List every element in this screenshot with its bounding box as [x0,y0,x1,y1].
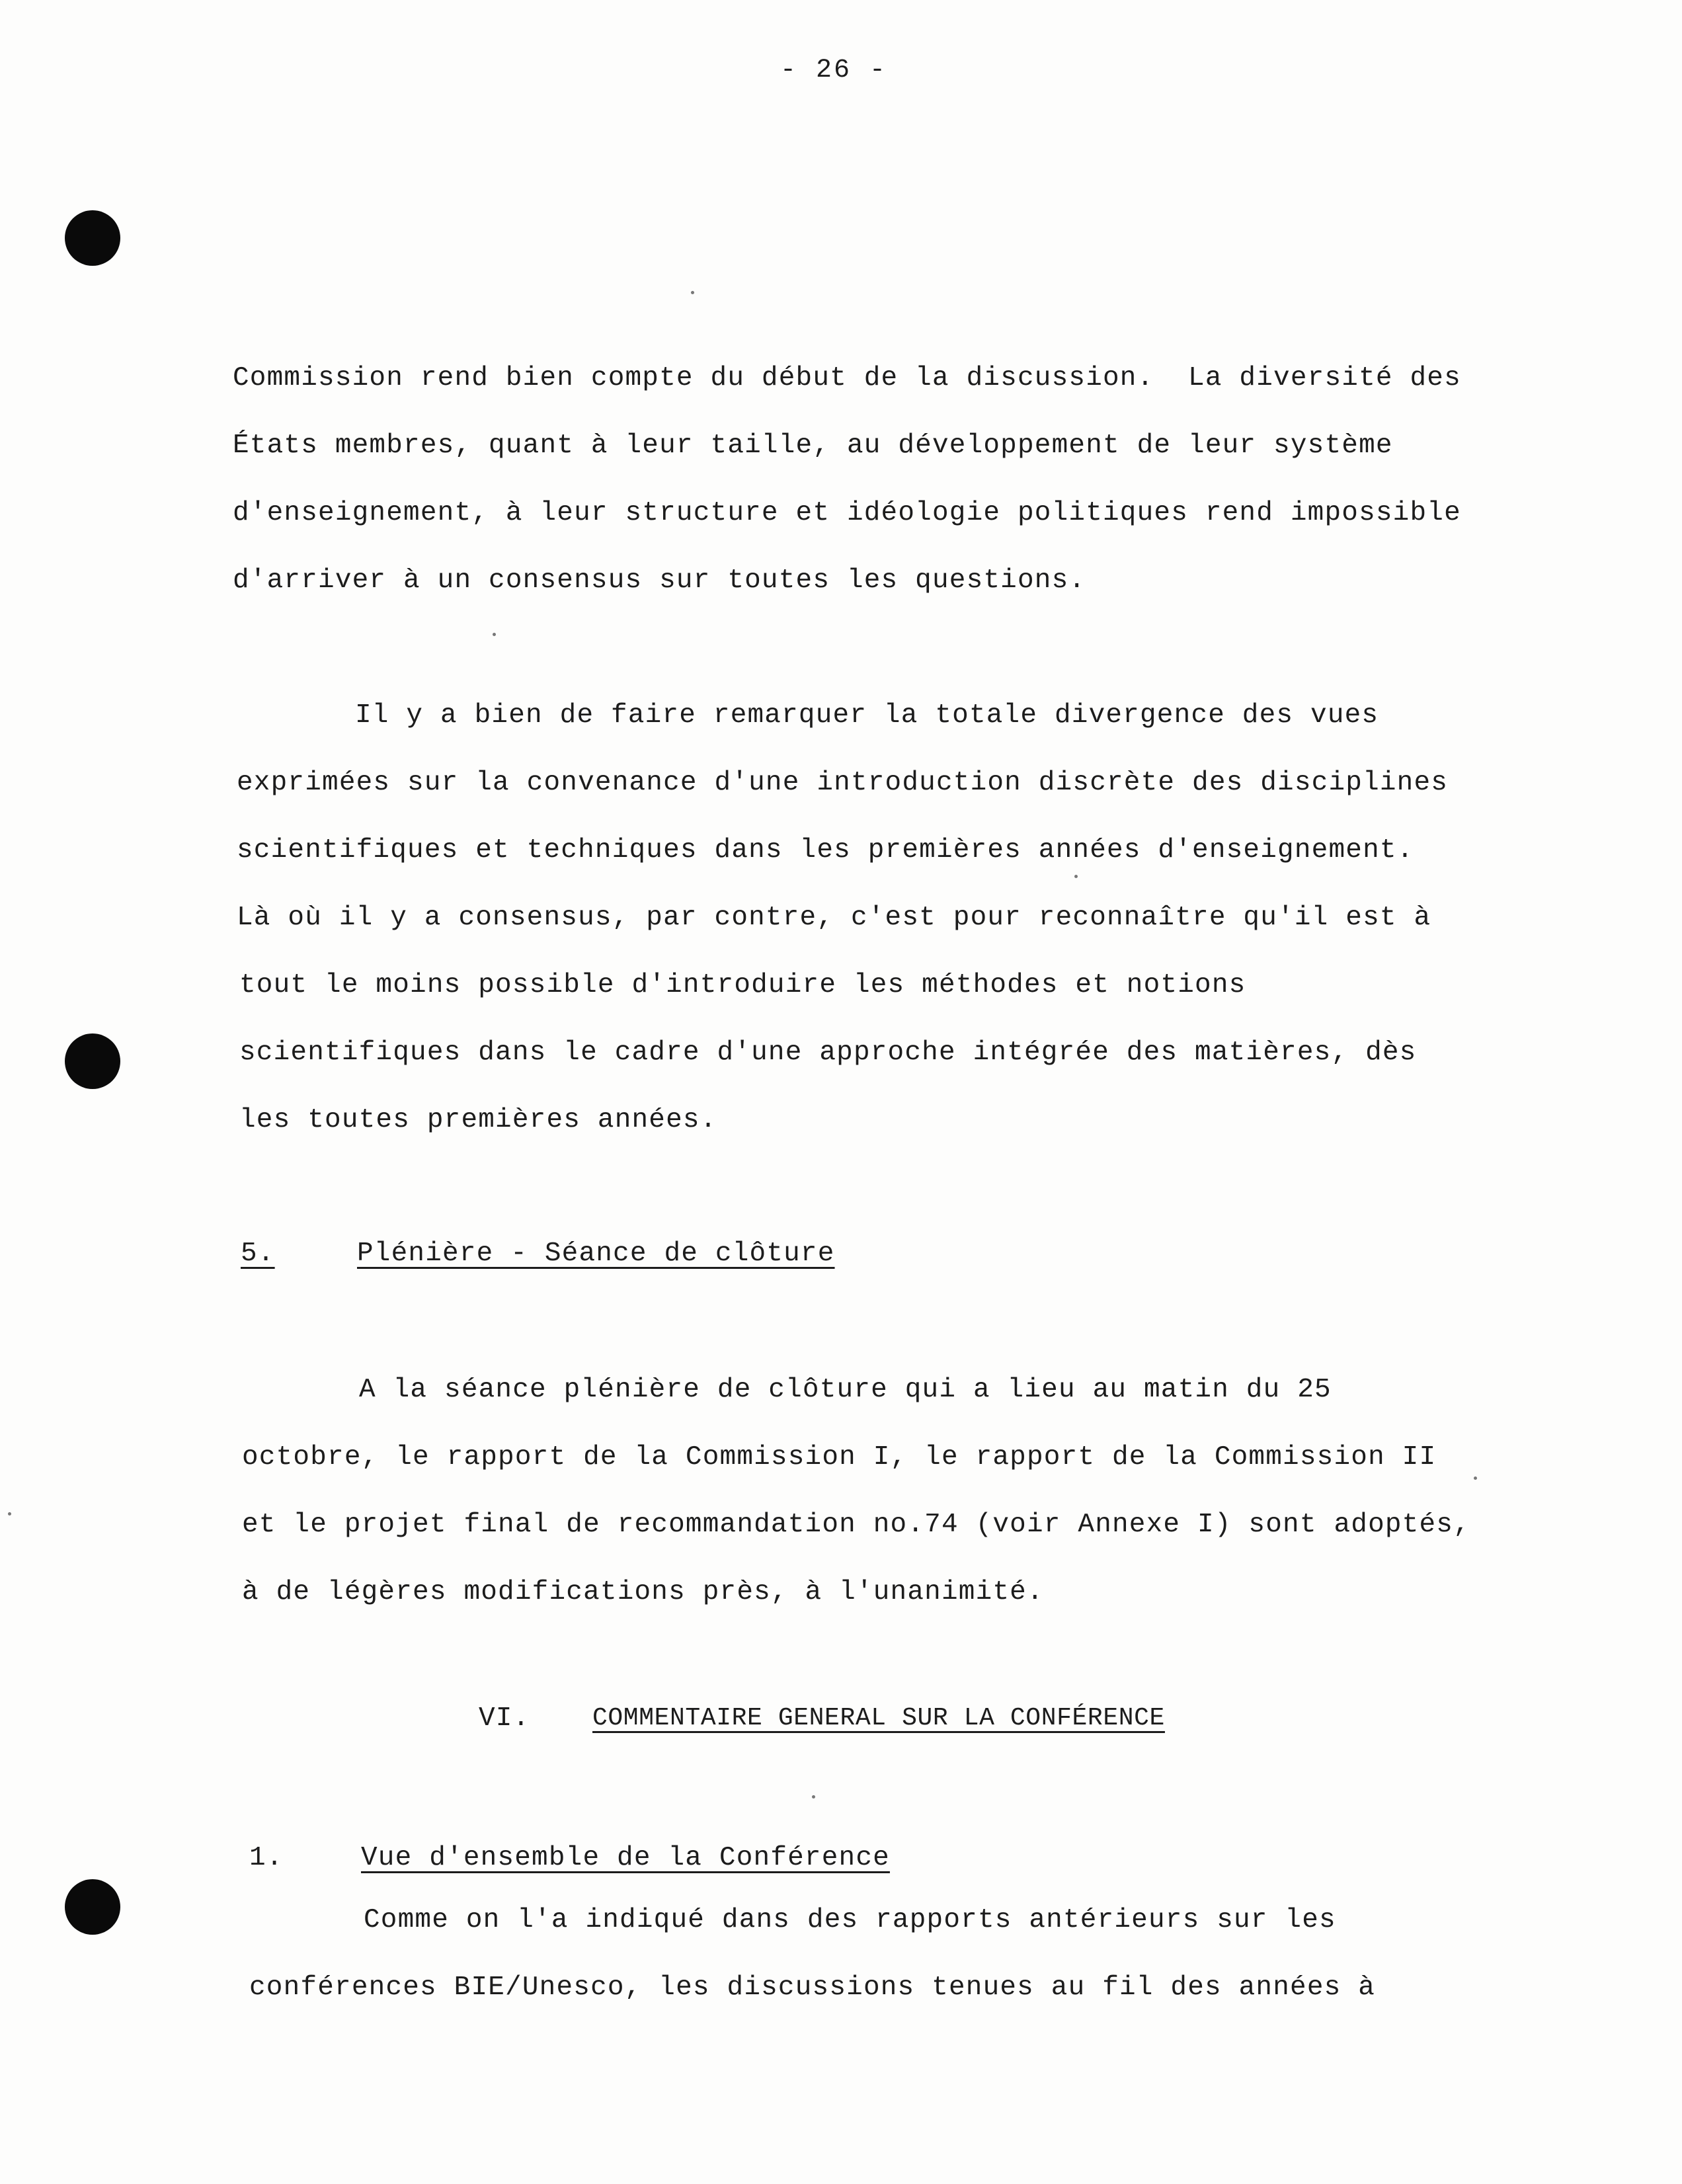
scan-speck [1074,875,1078,878]
paragraph-1-line: d'arriver à un consensus sur toutes les questions. [233,565,1086,596]
paragraph-2-line: tout le moins possible d'introduire les méthodes et notions [239,970,1246,1000]
scan-speck [493,633,496,636]
paragraph-2-line: Il y a bien de faire remarquer la totale divergence des vues [355,700,1379,731]
paragraph-2-line: exprimées sur la convenance d'une introduction discrète des disciplines [237,768,1449,798]
chapter-vi-number: VI. [479,1703,530,1734]
paragraph-4-line: Comme on l'a indiqué dans des rapports antérieurs sur les [364,1905,1336,1935]
section-1-number: 1. [249,1843,284,1873]
paragraph-3-line: A la séance plénière de clôture qui a lieu au matin du 25 [359,1375,1332,1405]
paragraph-1-line: États membres, quant à leur taille, au développement de leur système [233,430,1393,461]
paragraph-1-line: d'enseignement, à leur structure et idéologie politiques rend impossible [233,498,1461,528]
scan-speck [1474,1476,1477,1480]
page-number: - 26 - [780,56,888,85]
paragraph-2-line: Là où il y a consensus, par contre, c'est pour reconnaître qu'il est à [237,903,1431,933]
paragraph-2-line: scientifiques dans le cadre d'une approche intégrée des matières, dès [239,1037,1417,1068]
paragraph-4-line: conférences BIE/Unesco, les discussions tenues au fil des années à [249,1972,1376,2003]
paragraph-3-line: et le projet final de recommandation no.74 (voir Annexe I) sont adoptés, [242,1510,1470,1540]
punch-hole-top [65,210,120,266]
punch-hole-middle [65,1033,120,1089]
paragraph-3-line: octobre, le rapport de la Commission I, le rapport de la Commission II [242,1442,1437,1473]
paragraph-2-line: les toutes premières années. [239,1105,717,1135]
paragraph-3-line: à de légères modifications près, à l'unanimité. [242,1577,1044,1607]
section-1-title: Vue d'ensemble de la Conférence [361,1843,890,1873]
scan-speck [8,1512,11,1516]
paragraph-2-line: scientifiques et techniques dans les premières années d'enseignement. [237,835,1414,866]
section-5-title: Plénière - Séance de clôture [357,1238,835,1269]
chapter-vi-title: COMMENTAIRE GENERAL SUR LA CONFÉRENCE [592,1704,1165,1732]
punch-hole-bottom [65,1879,120,1935]
paragraph-1-line: Commission rend bien compte du début de la discussion. La diversité des [233,363,1461,393]
section-5-number: 5. [241,1238,275,1269]
scan-speck [691,291,694,294]
scan-speck [812,1795,815,1799]
